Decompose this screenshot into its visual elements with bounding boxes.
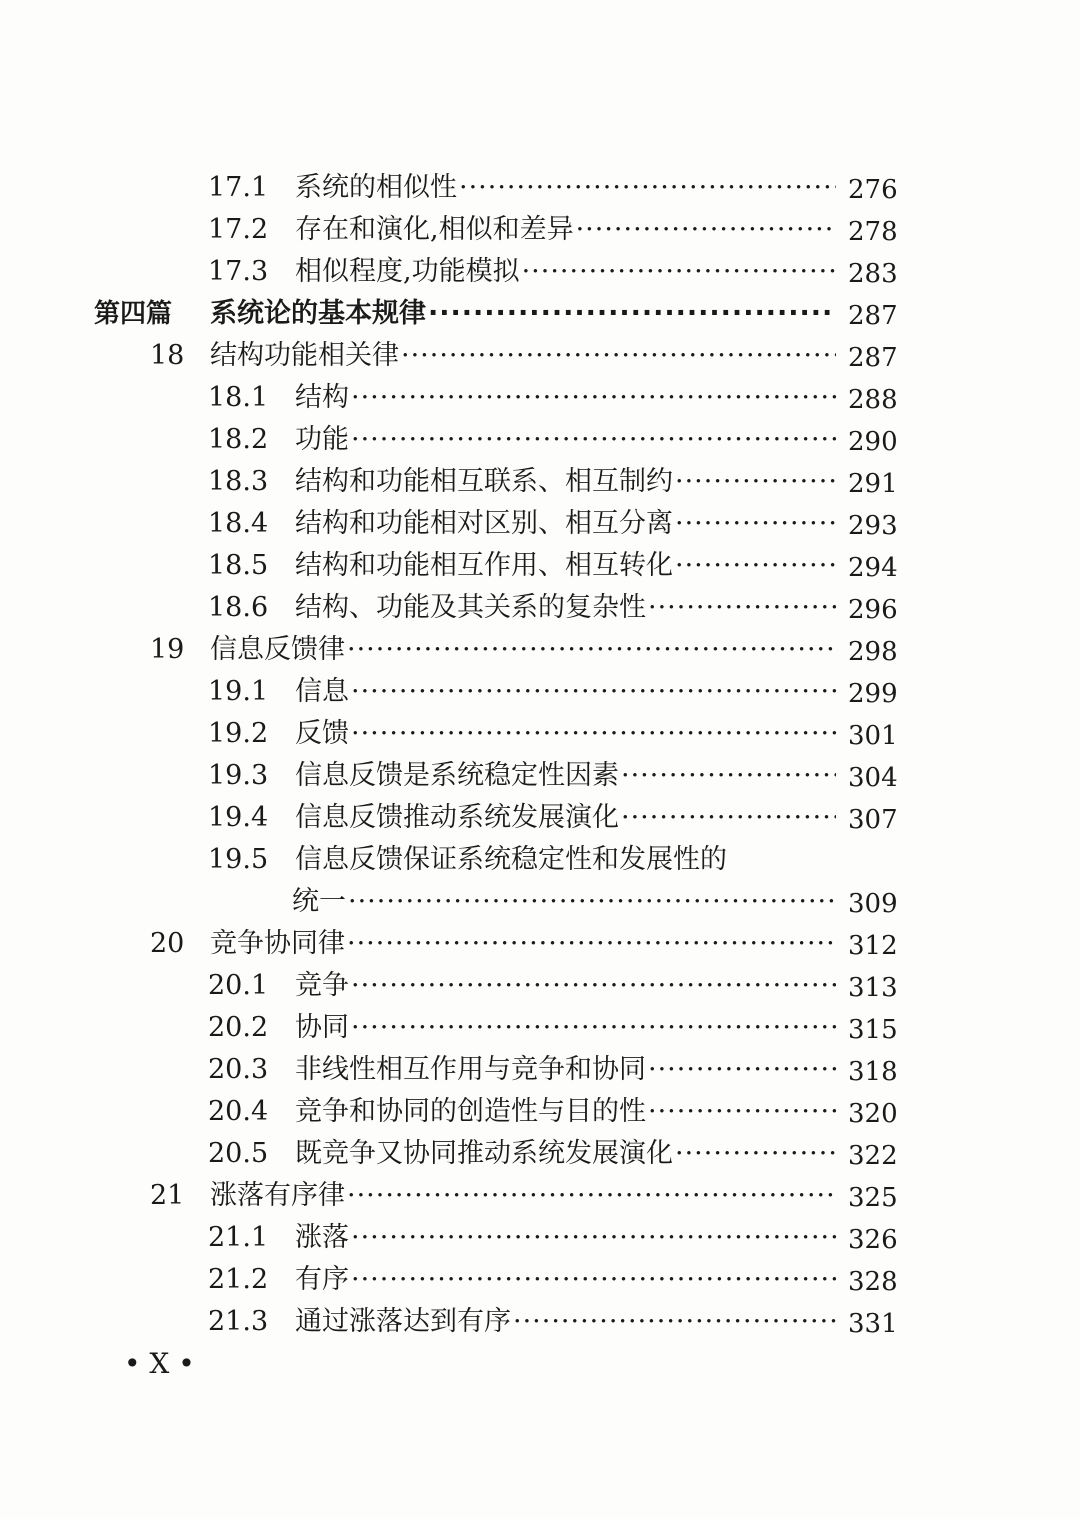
toc-page-number: 298 [848,637,898,667]
toc-entry [0,1008,1080,1048]
dot-leader [347,630,836,670]
toc-section-number: 19.5 [208,844,269,875]
dot-leader [675,504,836,544]
toc-title-line [295,714,836,754]
toc-title-line [295,504,836,544]
toc-title: 竞争 [295,970,349,1001]
dot-leader [347,924,836,964]
toc-title: 协同 [295,1012,349,1043]
toc-title-line [295,1092,836,1132]
toc-section-number: 18.1 [208,382,269,413]
toc-title-line [295,168,836,208]
dot-leader [351,1218,836,1258]
toc-page-number: 307 [848,805,898,835]
toc-title: 结构功能相关律 [210,340,399,371]
toc-page-number: 293 [848,511,898,541]
dot-leader [648,1092,836,1132]
toc-section-number: 19.2 [208,718,269,749]
toc-title: 信息反馈律 [210,634,345,665]
toc-title-line [295,210,836,250]
toc-title: 统一 [292,886,346,917]
toc-page-number: 322 [848,1141,898,1171]
toc-page-number: 287 [848,301,898,331]
toc-page-number: 278 [848,217,898,247]
toc-entry [0,294,1080,334]
toc-title: 结构和功能相对区别、相互分离 [295,508,673,539]
toc-section-number: 20.5 [208,1138,269,1169]
dot-leader [675,546,836,586]
toc-title: 反馈 [295,718,349,749]
toc-title-line [295,378,836,418]
toc-section-number: 17.2 [208,214,269,245]
toc-entry [0,1302,1080,1342]
dot-leader [522,252,836,292]
toc-title: 涨落有序律 [210,1180,345,1211]
toc-entry [0,1050,1080,1090]
toc-title-line [210,630,836,670]
toc-title-line [295,1260,836,1300]
toc-title-line [295,462,836,502]
toc-section-number: 18.5 [208,550,269,581]
toc-entry [0,924,1080,964]
toc-section-number: 21.2 [208,1264,269,1295]
toc-page-number: 320 [848,1099,898,1129]
toc-title: 既竞争又协同推动系统发展演化 [295,1138,673,1169]
toc-entry [0,756,1080,796]
toc-page-number: 309 [848,889,898,919]
toc-title-line [295,672,836,712]
toc-section-number: 18.6 [208,592,269,623]
toc-page-number: 328 [848,1267,898,1297]
dot-leader [621,798,836,838]
toc-title-line [295,1008,836,1048]
toc-title: 功能 [295,424,349,455]
toc-entry [0,210,1080,250]
toc-section-number: 21 [150,1180,185,1211]
toc-title-line [210,1176,836,1216]
toc-section-number: 18.4 [208,508,269,539]
toc-section-number: 18.2 [208,424,269,455]
toc-section-number: 18.3 [208,466,269,497]
toc-title-line [295,1302,836,1342]
toc-entry [0,1134,1080,1174]
toc-title: 存在和演化,相似和差异 [295,214,574,245]
toc-title-line [295,1050,836,1090]
toc-entry [0,252,1080,292]
toc-title: 信息反馈是系统稳定性因素 [295,760,619,791]
toc-title-line [210,294,836,334]
dot-leader [351,966,836,1006]
toc-page-number: 276 [848,175,898,205]
toc-entry [0,504,1080,544]
toc-page-number: 294 [848,553,898,583]
toc-page-number: 313 [848,973,898,1003]
toc-title-line [295,1218,836,1258]
toc-entry [0,966,1080,1006]
toc-entry [0,546,1080,586]
dot-leader [513,1302,836,1342]
toc-page-number: 325 [848,1183,898,1213]
toc-title: 非线性相互作用与竞争和协同 [295,1054,646,1085]
toc-title-line [210,336,836,376]
toc-section-number: 17.3 [208,256,269,287]
toc-title-line [210,924,836,964]
toc-page-number: 301 [848,721,898,751]
dot-leader [351,420,836,460]
toc-title-line [295,756,836,796]
toc-section-number: 20.3 [208,1054,269,1085]
toc-title-line [295,546,836,586]
toc-entry [0,420,1080,460]
toc-title: 涨落 [295,1222,349,1253]
page-number-footer: • X • [124,1347,195,1380]
toc-entry [0,714,1080,754]
toc-page-number: 296 [848,595,898,625]
toc-section-number: 20.1 [208,970,269,1001]
toc-entry [0,840,1080,880]
toc-page-number: 315 [848,1015,898,1045]
toc-entry [0,462,1080,502]
toc-entry [0,336,1080,376]
toc-title: 结构 [295,382,349,413]
toc-title-line [295,840,836,880]
toc-section-number: 19.4 [208,802,269,833]
dot-leader [351,714,836,754]
toc-entry [0,798,1080,838]
toc-title-line [295,966,836,1006]
toc-page-number: 291 [848,469,898,499]
dot-leader [675,462,836,502]
dot-leader [351,1260,836,1300]
toc-page-number: 331 [848,1309,898,1339]
dot-leader [351,672,836,712]
toc-entry [0,882,1080,922]
toc-title: 结构、功能及其关系的复杂性 [295,592,646,623]
toc-entry [0,588,1080,628]
toc-page-number: 318 [848,1057,898,1087]
toc-entry [0,1092,1080,1132]
dot-leader [648,1050,836,1090]
toc-entry [0,630,1080,670]
toc-title-line [295,588,836,628]
toc-page-number: 312 [848,931,898,961]
dot-leader [675,1134,836,1174]
toc-entry [0,1176,1080,1216]
toc-entry [0,1260,1080,1300]
toc-title: 相似程度,功能模拟 [295,256,520,287]
toc-page-number: 304 [848,763,898,793]
toc-section-number: 21.3 [208,1306,269,1337]
dot-leader [351,1008,836,1048]
toc-title: 竞争和协同的创造性与目的性 [295,1096,646,1127]
toc-page-number: 290 [848,427,898,457]
toc-section-number: 19.1 [208,676,269,707]
toc-title-line [295,1134,836,1174]
toc-page-number: 283 [848,259,898,289]
toc-page-number: 288 [848,385,898,415]
toc-part-label: 第四篇 [94,299,173,329]
toc-section-number: 19 [150,634,185,665]
dot-leader [576,210,836,250]
toc-title: 系统的相似性 [295,172,457,203]
toc-entry [0,168,1080,208]
toc-title: 信息反馈推动系统发展演化 [295,802,619,833]
dot-leader [459,168,836,208]
toc-page-number: 287 [848,343,898,373]
dot-leader [348,882,836,922]
toc-entry [0,378,1080,418]
toc-title: 竞争协同律 [210,928,345,959]
dot-leader [347,1176,836,1216]
toc-title: 通过涨落达到有序 [295,1306,511,1337]
toc-section-number: 20.4 [208,1096,269,1127]
toc-entry [0,1218,1080,1258]
toc-entry [0,672,1080,712]
toc-title: 信息反馈保证系统稳定性和发展性的 [295,844,727,875]
toc-section-number: 20 [150,928,185,959]
toc-section-number: 19.3 [208,760,269,791]
toc-title-line [295,420,836,460]
toc-section-number: 20.2 [208,1012,269,1043]
toc-section-number: 18 [150,340,185,371]
dot-leader [401,336,836,376]
toc-title-line [295,252,836,292]
toc-title: 结构和功能相互作用、相互转化 [295,550,673,581]
toc-title: 系统论的基本规律 [210,298,426,329]
toc-page-number: 299 [848,679,898,709]
toc-title-line [292,882,836,922]
toc-title: 有序 [295,1264,349,1295]
dot-leader [621,756,836,796]
dot-leader [428,294,836,334]
toc-title: 信息 [295,676,349,707]
dot-leader [648,588,836,628]
toc-title: 结构和功能相互联系、相互制约 [295,466,673,497]
toc-page-number: 326 [848,1225,898,1255]
toc-section-number: 21.1 [208,1222,269,1253]
toc-section-number: 17.1 [208,172,269,203]
toc-title-line [295,798,836,838]
dot-leader [351,378,836,418]
